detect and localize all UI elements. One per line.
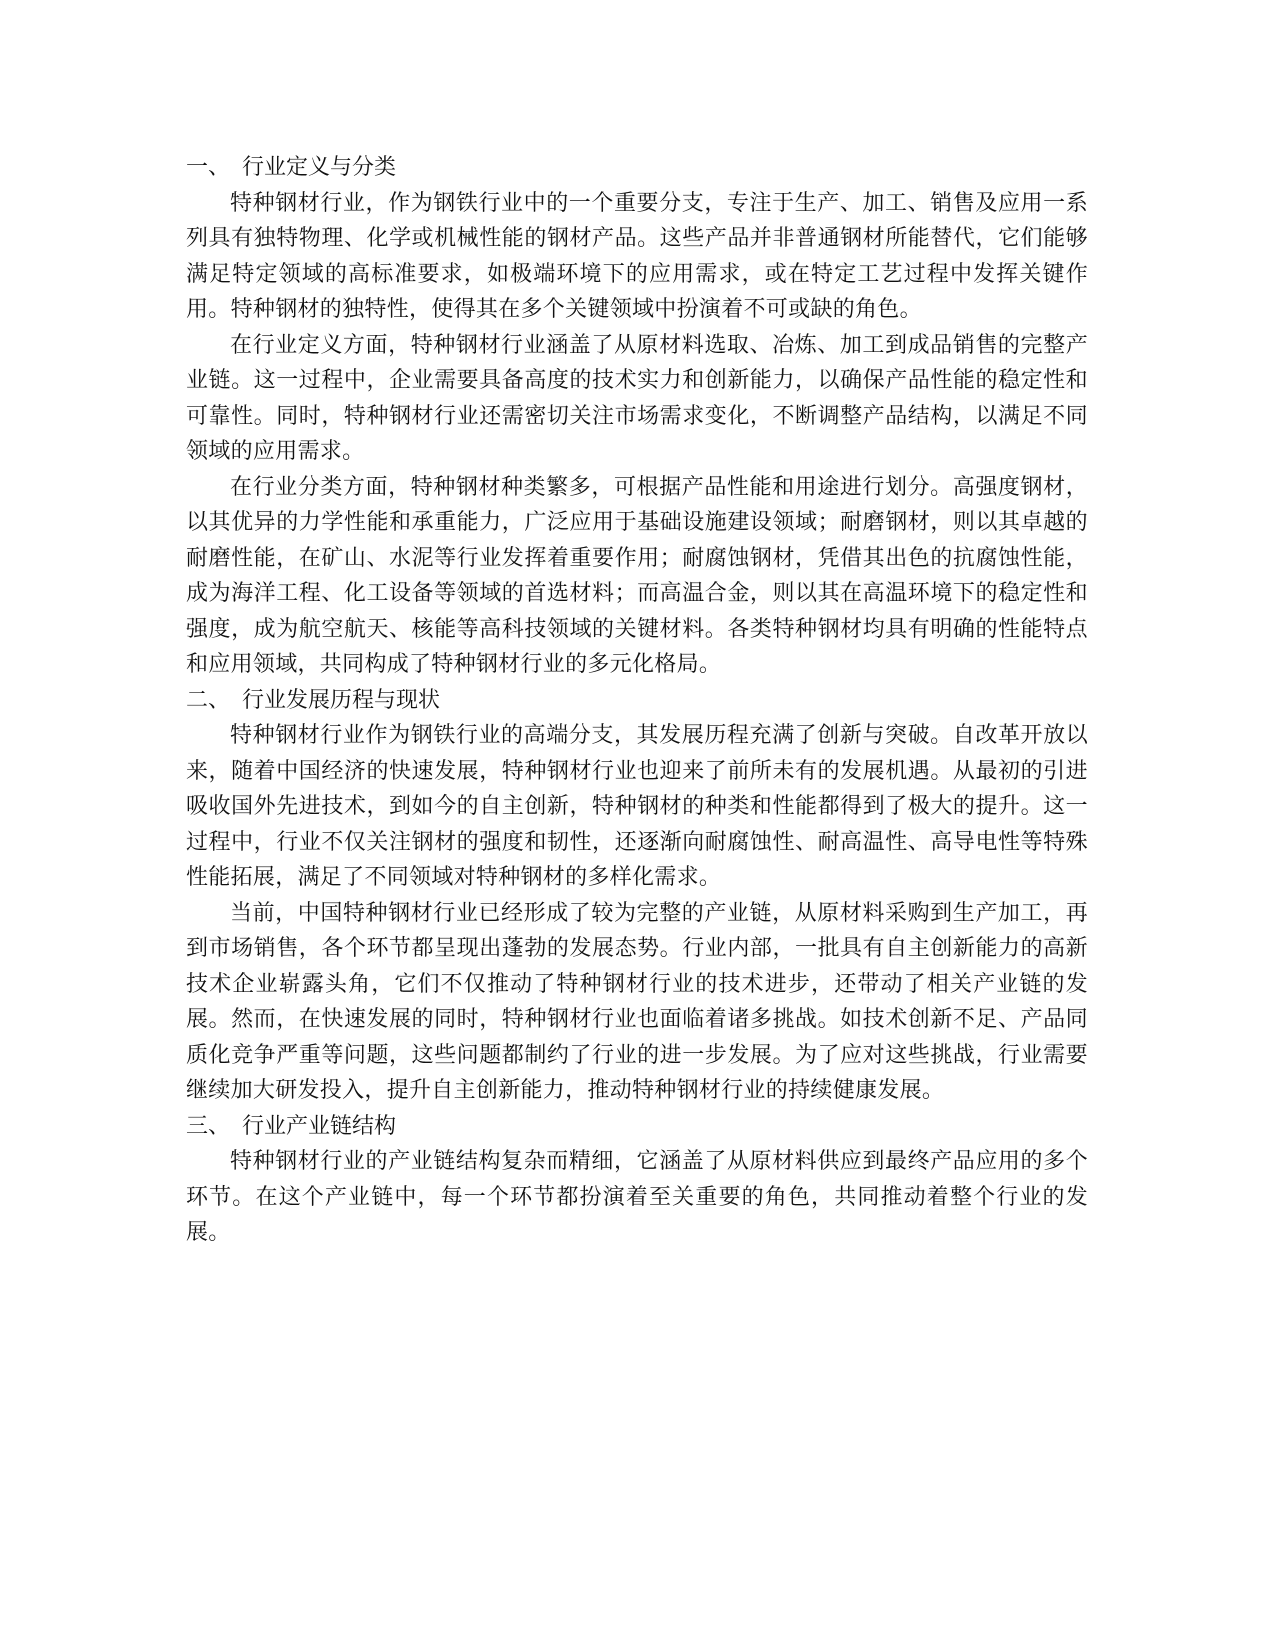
- paragraph: 在行业定义方面，特种钢材行业涵盖了从原材料选取、冶炼、加工到成品销售的完整产业链。这一过程中，企业需要具备高度的技术实力和创新能力，以确保产品性能的稳定性和可靠性。同时，特种钢材行业还需密切关注市场需求变化，不断调整产品结构，以满足不同领域的应用需求。: [186, 332, 1088, 464]
- document-body: [186, 150, 1088, 1251]
- section-title: 行业发展历程与现状: [242, 687, 441, 713]
- section-heading-3: [186, 1109, 1088, 1145]
- section-number: 一、: [186, 155, 231, 180]
- paragraph: 在行业分类方面，特种钢材种类繁多，可根据产品性能和用途进行划分。高强度钢材，以其优异的力学性能和承重能力，广泛应用于基础设施建设领域；耐磨钢材，则以其卓越的耐磨性能，在矿山、水泥等行业发挥着重要作用；耐腐蚀钢材，凭借其出色的抗腐蚀性能，成为海洋工程、化工设备等领域的首选材料；而高温合金，则以其在高温环境下的稳定性和强度，成为航空航天、核能等高科技领域的关键材料。各类特种钢材均具有明确的性能特点和应用领域，共同构成了特种钢材行业的多元化格局。: [186, 474, 1088, 677]
- paragraph: 特种钢材行业的产业链结构复杂而精细，它涵盖了从原材料供应到最终产品应用的多个环节。在这个产业链中，每一个环节都扮演着至关重要的角色，共同推动着整个行业的发展。: [186, 1149, 1088, 1245]
- section-title: 行业定义与分类: [242, 155, 397, 180]
- paragraph: 当前，中国特种钢材行业已经形成了较为完整的产业链，从原材料采购到生产加工，再到市场销售，各个环节都呈现出蓬勃的发展态势。行业内部，一批具有自主创新能力的高新技术企业崭露头角，它们不仅推动了特种钢材行业的技术进步，还带动了相关产业链的发展。然而，在快速发展的同时，特种钢材行业也面临着诸多挑战。如技术创新不足、产品同质化竞争严重等问题，这些问题都制约了行业的进一步发展。为了应对这些挑战，行业需要继续加大研发投入，提升自主创新能力，推动特种钢材行业的持续健康发展。: [186, 900, 1088, 1103]
- section-heading-1: [186, 150, 1088, 186]
- section-number: 三、: [186, 1113, 231, 1139]
- section-heading-2: [186, 683, 1088, 719]
- paragraph: 特种钢材行业，作为钢铁行业中的一个重要分支，专注于生产、加工、销售及应用一系列具有独特物理、化学或机械性能的钢材产品。这些产品并非普通钢材所能替代，它们能够满足特定领域的高标准要求，如极端环境下的应用需求，或在特定工艺过程中发挥关键作用。特种钢材的独特性，使得其在多个关键领域中扮演着不可或缺的角色。: [186, 190, 1088, 322]
- section-number: 二、: [186, 687, 231, 713]
- paragraph: 特种钢材行业作为钢铁行业的高端分支，其发展历程充满了创新与突破。自改革开放以来，随着中国经济的快速发展，特种钢材行业也迎来了前所未有的发展机遇。从最初的引进吸收国外先进技术，到如今的自主创新，特种钢材的种类和性能都得到了极大的提升。这一过程中，行业不仅关注钢材的强度和韧性，还逐渐向耐腐蚀性、耐高温性、高导电性等特殊性能拓展，满足了不同领域对特种钢材的多样化需求。: [186, 723, 1088, 890]
- section-title: 行业产业链结构: [242, 1113, 397, 1139]
